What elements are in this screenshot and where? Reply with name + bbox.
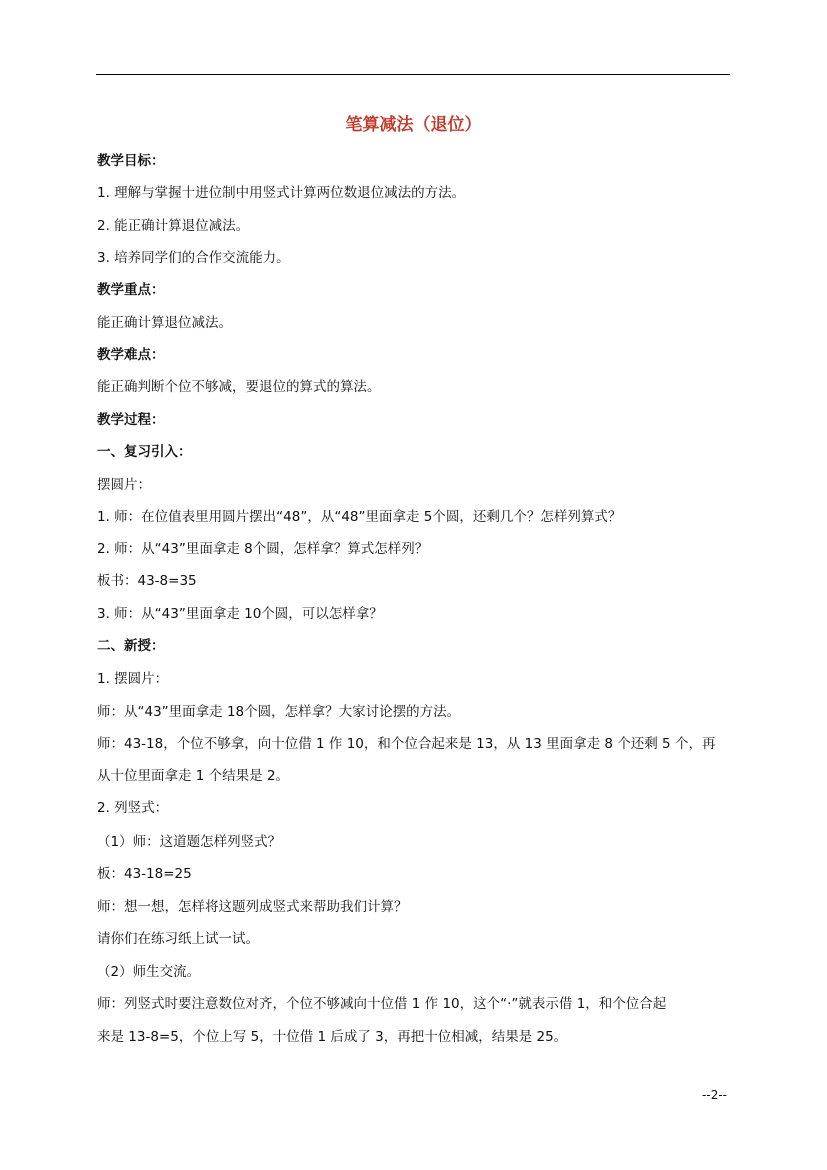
section-heading: 教学目标： [97,153,165,169]
text-line: 板书：43-8=35 [97,573,197,589]
text-line: 能正确计算退位减法。 [97,315,232,331]
text-line: 2. 列竖式： [97,800,169,816]
text-line: 摆圆片： [97,477,151,493]
text-line: 1. 摆圆片： [97,671,169,687]
text-line: 3. 培养同学们的合作交流能力。 [97,250,290,266]
page-number: --2-- [702,1088,727,1102]
text-line: 师：列竖式时要注意数位对齐，个位不够减向十位借 1 作 10，这个“·”就表示借 1，和个位合起 [97,996,667,1012]
text-line: （2）师生交流。 [97,964,201,980]
text-line: 师：43-18，个位不够拿，向十位借 1 作 10，和个位合起来是 13，从 13 里面拿走 8 个还剩 5 个，再 [97,736,716,752]
text-line: 2. 能正确计算退位减法。 [97,218,250,234]
text-line: 从十位里面拿走 1 个结果是 2。 [97,768,290,784]
text-line: （1）师：这道题怎样列竖式？ [97,834,282,850]
text-line: 1. 理解与掌握十进位制中用竖式计算两位数退位减法的方法。 [97,185,466,201]
text-line: 板：43-18=25 [97,866,192,882]
text-line: 请你们在练习纸上试一试。 [97,931,259,947]
section-heading: 教学重点： [97,282,165,298]
text-line: 师：想一想，怎样将这题列成竖式来帮助我们计算？ [97,899,408,915]
text-line: 3. 师：从“43”里面拿走 10个圆，可以怎样拿？ [97,606,383,622]
document-title: 笔算减法（退位） [345,115,482,135]
text-line: 2. 师：从“43”里面拿走 8个圆，怎样拿？算式怎样列？ [97,541,429,557]
section-heading: 二、新授： [97,638,165,654]
section-heading: 教学难点： [97,347,165,363]
section-heading: 一、复习引入： [97,444,192,460]
text-line: 来是 13-8=5，个位上写 5，十位借 1 后成了 3，再把十位相减，结果是 25。 [97,1029,568,1045]
header-rule [96,74,730,75]
section-heading: 教学过程： [97,412,165,428]
text-line: 1. 师：在位值表里用圆片摆出“48”，从“48”里面拿走 5个圆，还剩几个？怎样列算式？ [97,509,622,525]
text-line: 师：从“43”里面拿走 18个圆，怎样拿？大家讨论摆的方法。 [97,704,461,720]
text-line: 能正确判断个位不够减，要退位的算式的算法。 [97,379,381,395]
